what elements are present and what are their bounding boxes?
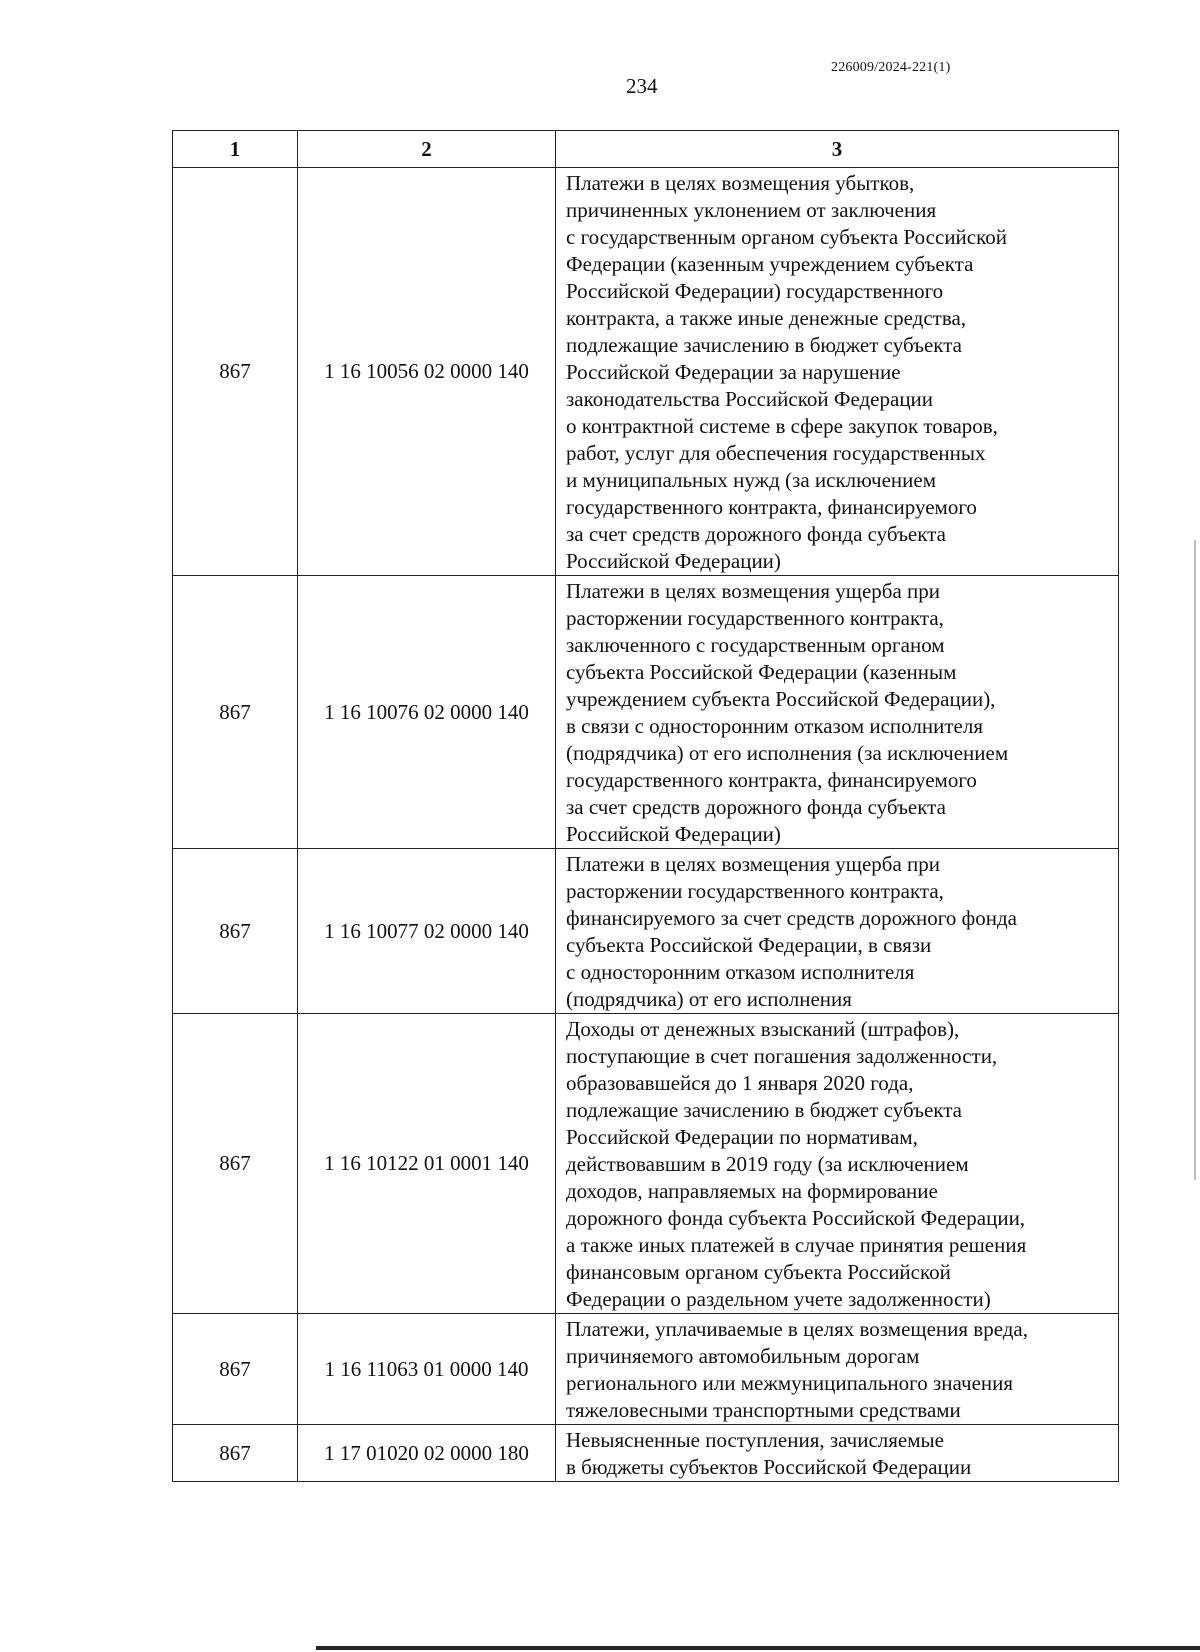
description-line: действовавшим в 2019 году (за исключением [566, 1152, 969, 1176]
description-line: финансовым органом субъекта Российской [566, 1260, 951, 1284]
description-line: государственного контракта, финансируемого [566, 768, 977, 792]
description-line: в связи с односторонним отказом исполнителя [566, 714, 983, 738]
description-line: за счет средств дорожного фонда субъекта [566, 795, 946, 819]
description-line: за счет средств дорожного фонда субъекта [566, 522, 946, 546]
description-line: Платежи, уплачиваемые в целях возмещения вреда, [566, 1317, 1028, 1341]
description-line: финансируемого за счет средств дорожного фонда [566, 906, 1017, 930]
description-line: Российской Федерации по нормативам, [566, 1125, 918, 1149]
budget-codes-table [172, 130, 1119, 1482]
scan-edge-mark [1194, 540, 1196, 1180]
budget-classification-code-cell: 1 16 10076 02 0000 140 [298, 576, 556, 849]
description-line: тяжеловесными транспортными средствами [566, 1398, 961, 1422]
description-line: и муниципальных нужд (за исключением [566, 468, 936, 492]
income-description-cell [556, 849, 1119, 1014]
description-line: регионального или межмуниципального значения [566, 1371, 1014, 1395]
table-row [173, 1014, 1119, 1314]
column-header-3: 3 [556, 131, 1119, 168]
income-description-cell [556, 1425, 1119, 1482]
description-line: поступающие в счет погашения задолженности, [566, 1044, 998, 1068]
table-body [173, 168, 1119, 1482]
page-number: 234 [626, 74, 658, 98]
description-line: причиняемого автомобильным дорогам [566, 1344, 920, 1368]
admin-code-cell: 867 [173, 1425, 298, 1482]
description-line: причиненных уклонением от заключения [566, 198, 937, 222]
description-line: Платежи в целях возмещения убытков, [566, 171, 915, 195]
description-line: Федерации о раздельном учете задолженности) [566, 1287, 991, 1311]
description-line: доходов, направляемых на формирование [566, 1179, 938, 1203]
admin-code-cell: 867 [173, 1314, 298, 1425]
table-row [173, 849, 1119, 1014]
budget-classification-code-cell: 1 16 10056 02 0000 140 [298, 168, 556, 576]
document-id: 226009/2024-221(1) [831, 60, 951, 75]
description-line: дорожного фонда субъекта Российской Федерации, [566, 1206, 1026, 1230]
income-description-cell [556, 168, 1119, 576]
column-header-1: 1 [173, 131, 298, 168]
description-line: Невыясненные поступления, зачисляемые [566, 1428, 944, 1452]
admin-code-cell: 867 [173, 849, 298, 1014]
description-line: с односторонним отказом исполнителя [566, 960, 915, 984]
description-line: образовавшейся до 1 января 2020 года, [566, 1071, 914, 1095]
income-description-cell [556, 1014, 1119, 1314]
table-row [173, 1425, 1119, 1482]
table-row [173, 1314, 1119, 1425]
column-header-2: 2 [298, 131, 556, 168]
income-description-cell [556, 576, 1119, 849]
budget-classification-code-cell: 1 16 11063 01 0000 140 [298, 1314, 556, 1425]
table-header-row [173, 131, 1119, 168]
description-line: (подрядчика) от его исполнения [566, 987, 852, 1011]
description-line: с государственным органом субъекта Российской [566, 225, 1007, 249]
description-line: контракта, а также иные денежные средства, [566, 306, 967, 330]
budget-classification-code-cell: 1 16 10122 01 0001 140 [298, 1014, 556, 1314]
description-line: Российской Федерации) государственного [566, 279, 944, 303]
description-line: государственного контракта, финансируемого [566, 495, 977, 519]
description-line: о контрактной системе в сфере закупок товаров, [566, 414, 998, 438]
budget-classification-code-cell: 1 16 10077 02 0000 140 [298, 849, 556, 1014]
income-description-cell [556, 1314, 1119, 1425]
bottom-scan-line [316, 1646, 1200, 1650]
description-line: Российской Федерации) [566, 822, 781, 846]
description-line: работ, услуг для обеспечения государственных [566, 441, 986, 465]
description-line: Российской Федерации) [566, 549, 781, 573]
description-line: расторжении государственного контракта, [566, 606, 944, 630]
description-line: заключенного с государственным органом [566, 633, 945, 657]
description-line: Доходы от денежных взысканий (штрафов), [566, 1017, 960, 1041]
description-line: а также иных платежей в случае принятия решения [566, 1233, 1027, 1257]
admin-code-cell: 867 [173, 576, 298, 849]
description-line: подлежащие зачислению в бюджет субъекта [566, 333, 962, 357]
budget-classification-code-cell: 1 17 01020 02 0000 180 [298, 1425, 556, 1482]
description-line: подлежащие зачислению в бюджет субъекта [566, 1098, 962, 1122]
description-line: в бюджеты субъектов Российской Федерации [566, 1455, 972, 1479]
description-line: расторжении государственного контракта, [566, 879, 944, 903]
table-row [173, 576, 1119, 849]
description-line: учреждением субъекта Российской Федерации), [566, 687, 996, 711]
description-line: Российской Федерации за нарушение [566, 360, 901, 384]
description-line: Платежи в целях возмещения ущерба при [566, 852, 941, 876]
description-line: (подрядчика) от его исполнения (за исключением [566, 741, 1009, 765]
description-line: Федерации (казенным учреждением субъекта [566, 252, 974, 276]
description-line: законодательства Российской Федерации [566, 387, 934, 411]
admin-code-cell: 867 [173, 168, 298, 576]
description-line: субъекта Российской Федерации (казенным [566, 660, 957, 684]
admin-code-cell: 867 [173, 1014, 298, 1314]
description-line: Платежи в целях возмещения ущерба при [566, 579, 941, 603]
table-row [173, 168, 1119, 576]
description-line: субъекта Российской Федерации, в связи [566, 933, 932, 957]
